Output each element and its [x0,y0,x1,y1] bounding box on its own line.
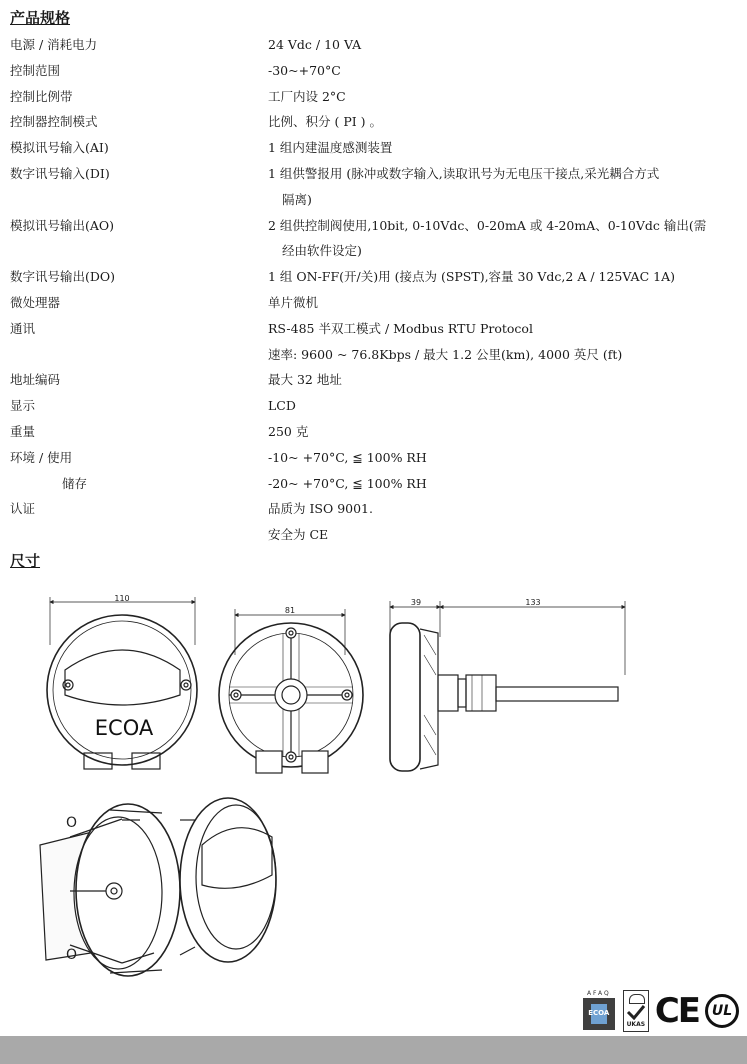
dimension-drawing-svg [10,575,680,985]
o-ring-label-top: O [66,815,78,831]
spec-label: 微处理器 [10,294,61,310]
spec-value [268,419,740,445]
spec-value-text: RS-485 半双工模式 / Modbus RTU Protocol [268,320,533,336]
dimensions-section-title: 尺寸 [10,552,41,570]
spec-value-text: 1 组供警报用 (脉冲或数字输入,读取讯号为无电压干接点,采光耦合方式 [268,165,660,181]
spec-label: 显示 [10,398,36,414]
footer-bar [0,1036,747,1064]
device-brand-label: ECOA [94,716,154,740]
spec-row [10,419,740,445]
spec-row [10,161,740,213]
front-view [47,597,197,769]
spec-value [268,58,740,84]
spec-label: 模拟讯号输入(AI) [10,140,109,156]
spec-row [10,342,740,368]
spec-section-title: 产品规格 [10,9,71,27]
spec-value [268,109,740,135]
spec-row [10,316,740,342]
spec-row [10,367,740,393]
spec-row [10,264,740,290]
spec-value-text: -10~ +70°C, ≦ 100% RH [268,449,427,465]
spec-value [268,290,740,316]
spec-value [268,316,740,342]
spec-row [10,471,740,497]
spec-value-text: LCD [268,398,296,414]
spec-value [268,342,740,368]
back-view [219,609,363,773]
ce-mark: CE [654,991,699,1031]
spec-value-continuation: 隔离) [282,191,312,207]
spec-value-text: 1 组 ON-FF(开/关)用 (接点为 (SPST),容量 30 Vdc,2 A / 125VAC 1A) [268,269,675,285]
spec-value-text: 安全为 CE [268,527,329,543]
spec-row [10,496,740,522]
spec-label: 控制范围 [10,62,61,78]
dim-back-width: 81 [284,606,296,615]
spec-label: 重量 [10,423,36,439]
spec-table [10,32,740,548]
spec-value-text: 工厂内设 2°C [268,88,346,104]
spec-row [10,213,740,265]
spec-value [268,496,740,522]
dimension-drawings [10,575,680,985]
spec-value [268,84,740,110]
spec-value-text: 1 组内建温度感测装置 [268,140,393,156]
spec-row [10,290,740,316]
spec-row [10,135,740,161]
spec-value [268,135,740,161]
side-view [390,601,625,771]
spec-value-text: 单片微机 [268,294,319,310]
spec-row [10,58,740,84]
spec-label: 控制比例带 [10,88,73,104]
spec-value [268,32,740,58]
spec-value [268,367,740,393]
spec-label: 控制器控制模式 [10,114,98,130]
spec-label [10,522,268,548]
spec-label: 电源 / 消耗电力 [10,37,98,52]
spec-label: 数字讯号输入(DI) [10,165,110,181]
dim-side-probe: 133 [525,598,541,607]
spec-row [10,522,740,548]
spec-label [10,342,268,368]
spec-value-text: 速率: 9600 ~ 76.8Kbps / 最大 1.2 公里(km), 4000 英尺 (ft) [268,346,623,362]
spec-row [10,84,740,110]
o-ring-label-bottom: O [66,947,78,963]
spec-label: 认证 [10,501,36,517]
spec-value-text: 最大 32 地址 [268,372,342,388]
spec-value-text: 品质为 ISO 9001. [268,501,373,517]
spec-value-text: 比例、积分 ( PI ) 。 [268,114,382,130]
spec-label: 通讯 [10,320,36,336]
spec-value-text: 250 克 [268,423,309,439]
dim-side-body: 39 [410,598,422,607]
afaq-text: AFAQ [586,990,611,997]
spec-label: 数字讯号输出(DO) [10,269,116,285]
spec-value-text: 24 Vdc / 10 VA [268,37,362,52]
spec-value [268,522,740,548]
ukas-logo [623,990,649,1032]
spec-row [10,32,740,58]
ukas-check-icon [626,1004,646,1020]
spec-value-continuation: 经由软件设定) [282,243,362,259]
ul-text: UL [711,1003,733,1019]
spec-value-text: 2 组供控制阀使用,10bit, 0-10Vdc、0-20mA 或 4-20mA、0-10Vdc 输出(需 [268,217,707,233]
dim-front-width: 110 [114,594,130,603]
spec-value-text: -30~+70°C [268,62,341,78]
spec-row [10,109,740,135]
spec-value [268,393,740,419]
spec-value [268,213,740,265]
spec-label: 地址编码 [10,372,61,388]
spec-value-text: -20~ +70°C, ≦ 100% RH [268,475,427,491]
spec-row [10,393,740,419]
spec-row [10,445,740,471]
certification-logos [581,990,739,1032]
spec-label: 模拟讯号输出(AO) [10,217,115,233]
spec-value [268,264,740,290]
spec-value [268,471,740,497]
spec-value [268,445,740,471]
ukas-text: UKAS [626,1021,646,1028]
afaq-ecoa-text: ECOA [588,1009,610,1017]
afaq-logo [581,990,617,1032]
ul-mark [705,994,739,1028]
spec-value [268,161,740,213]
spec-label: 储存 [62,475,88,491]
spec-label: 环境 / 使用 [10,449,73,465]
